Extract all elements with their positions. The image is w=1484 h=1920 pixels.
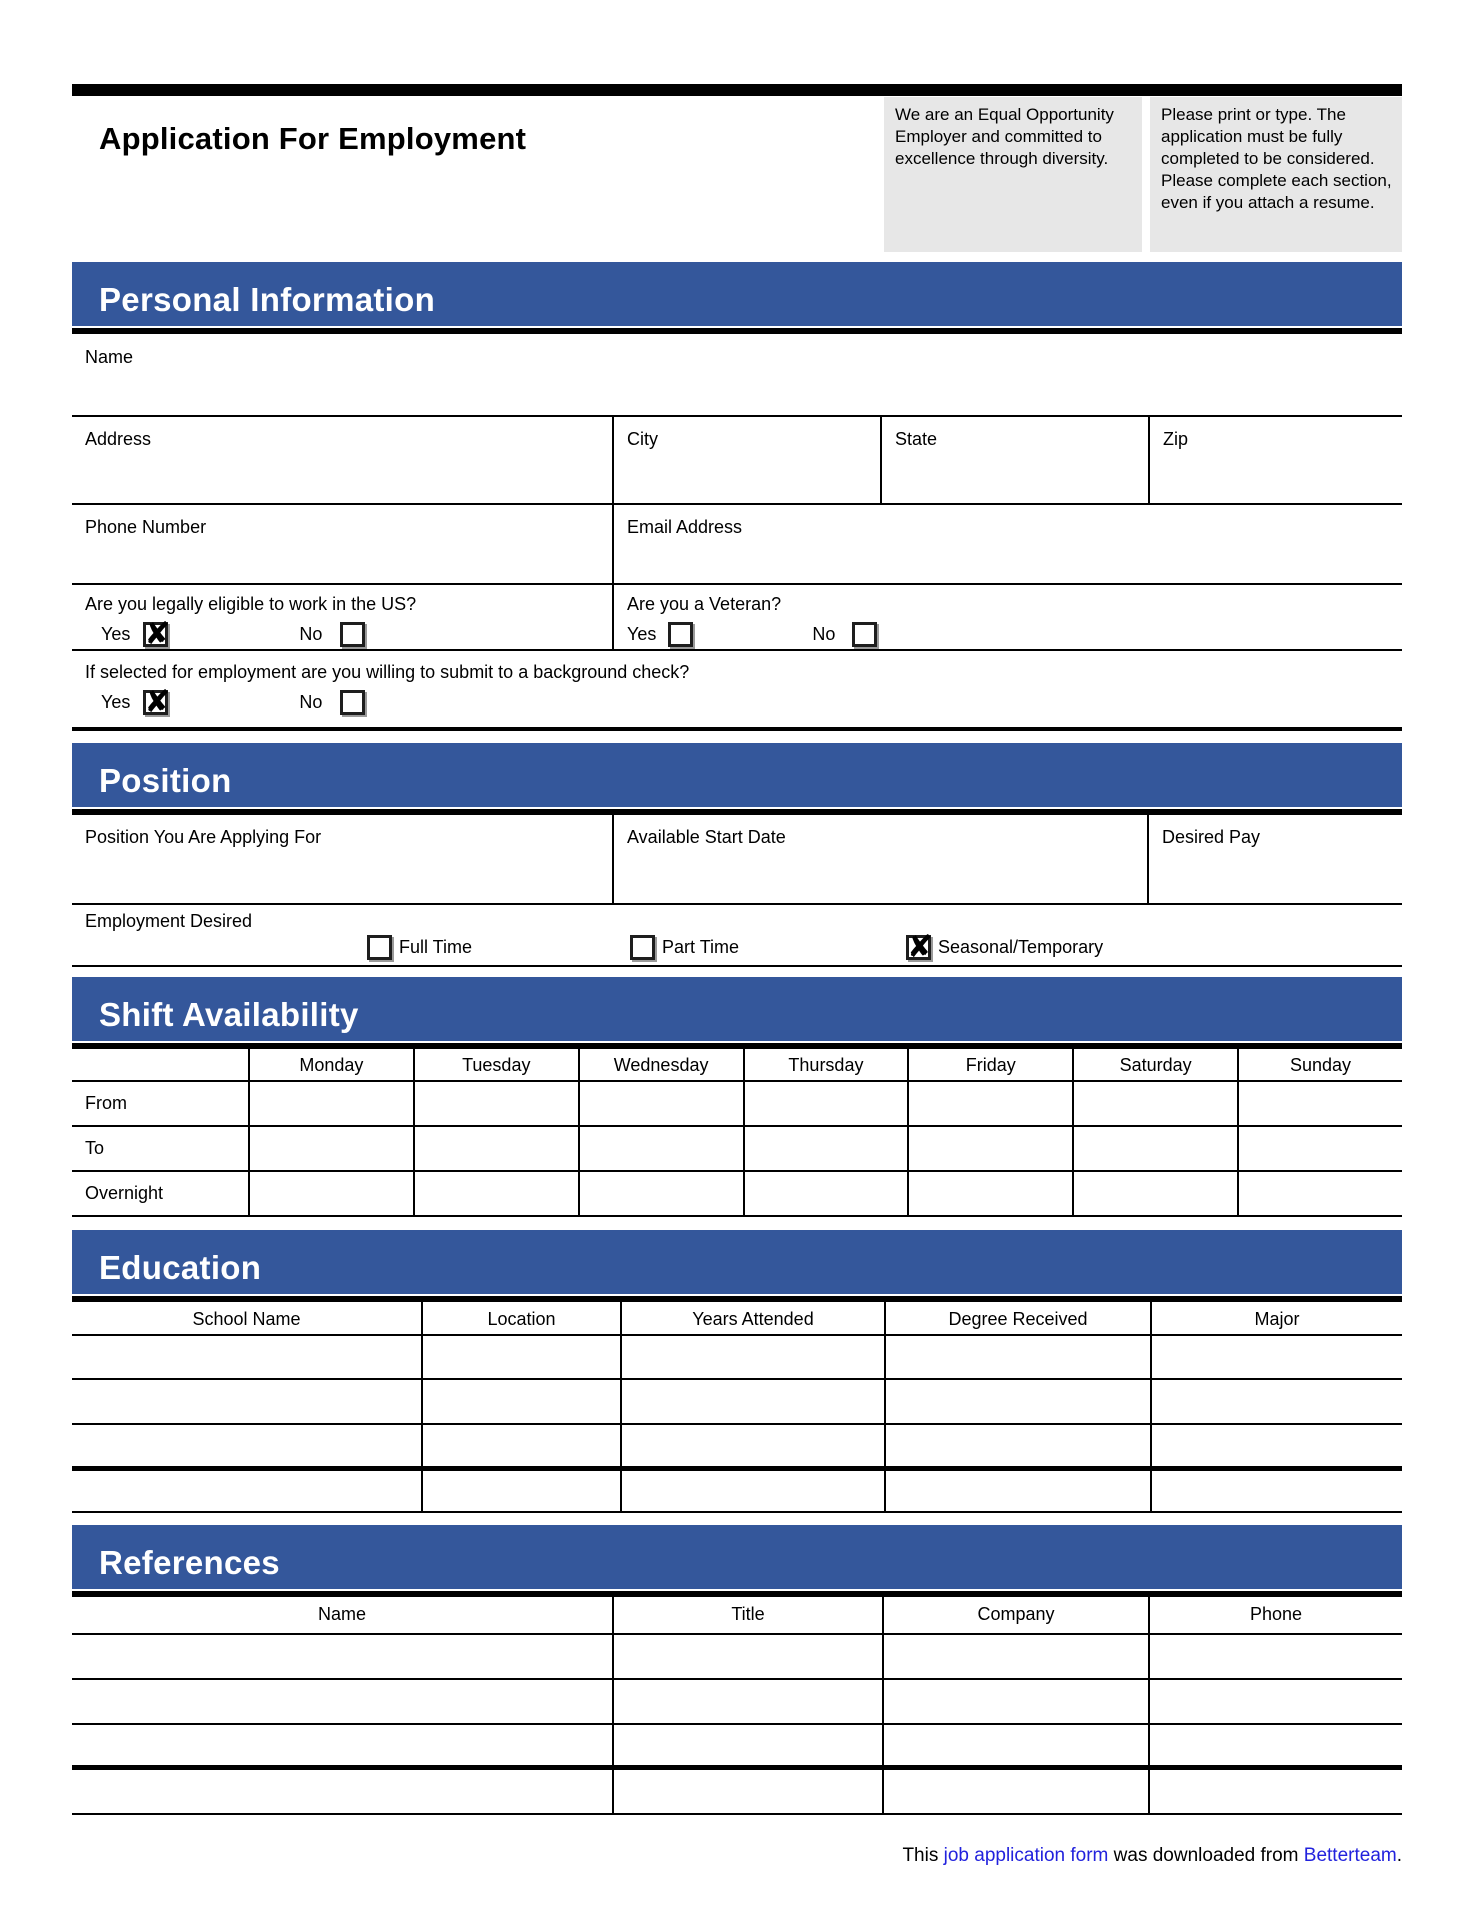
- education-row-3: [72, 1425, 1402, 1471]
- position-applying-label: Position You Are Applying For: [85, 827, 322, 847]
- veteran-yes-label: Yes: [627, 624, 657, 644]
- day-header-sunday: Sunday: [1237, 1049, 1402, 1080]
- education-school-cell[interactable]: [72, 1336, 421, 1378]
- seasonal-temporary-label: Seasonal/Temporary: [938, 937, 1104, 957]
- shift-availability-section-bar: [72, 977, 1402, 1041]
- shift-corner-cell: [72, 1049, 248, 1080]
- position-section-bar: [72, 743, 1402, 807]
- shift-availability-heading: Shift Availability: [99, 996, 359, 1033]
- shift-to-label: To: [85, 1138, 105, 1158]
- education-degree-cell[interactable]: [884, 1336, 1150, 1378]
- education-row-1: [72, 1336, 1402, 1380]
- shift-overnight-tuesday-cell[interactable]: [413, 1172, 578, 1215]
- position-applying-field[interactable]: [72, 815, 612, 903]
- references-row-1: [72, 1635, 1402, 1680]
- education-header-location: Location: [421, 1302, 620, 1334]
- background-question: If selected for employment are you willing to submit to a background check?: [85, 662, 690, 682]
- education-school-cell[interactable]: [72, 1380, 421, 1423]
- veteran-no-checkbox[interactable]: [852, 622, 877, 647]
- zip-label: Zip: [1163, 429, 1189, 449]
- veteran-no-label: No: [812, 624, 836, 644]
- shift-overnight-row: [72, 1172, 1402, 1217]
- shift-to-tuesday-cell[interactable]: [413, 1127, 578, 1170]
- name-field[interactable]: [72, 334, 1402, 415]
- day-header-wednesday: Wednesday: [578, 1049, 743, 1080]
- references-header-phone: Phone: [1148, 1597, 1402, 1633]
- background-answer-group: [101, 690, 1402, 715]
- shift-to-row: [72, 1127, 1402, 1172]
- footer-middle: was downloaded from: [1108, 1845, 1304, 1866]
- day-header-friday: Friday: [907, 1049, 1072, 1080]
- eligible-answer-group: [101, 622, 612, 647]
- shift-table-header: [72, 1049, 1402, 1082]
- title-cell: [72, 97, 872, 252]
- contact-row: [72, 505, 1402, 585]
- desired-pay-field[interactable]: [1147, 815, 1402, 903]
- education-table-header: [72, 1302, 1402, 1336]
- day-header-thursday: Thursday: [743, 1049, 908, 1080]
- employment-desired-row: [72, 905, 1402, 967]
- eligibility-row: [72, 585, 1402, 651]
- shift-from-monday-cell[interactable]: [248, 1082, 413, 1125]
- job-application-form-link[interactable]: job application form: [943, 1845, 1109, 1866]
- print-instructions-notice: Please print or type. The application must be fully completed to be considered. Please complete each section, even if you attach a resume.: [1150, 97, 1402, 252]
- start-date-field[interactable]: [612, 815, 1147, 903]
- reference-name-cell[interactable]: [72, 1770, 612, 1813]
- shift-overnight-wednesday-cell[interactable]: [578, 1172, 743, 1215]
- shift-overnight-friday-cell[interactable]: [907, 1172, 1072, 1215]
- shift-to-sunday-cell[interactable]: [1237, 1127, 1402, 1170]
- city-field[interactable]: [612, 417, 880, 503]
- employment-desired-label: Employment Desired: [85, 911, 253, 931]
- references-header-company: Company: [882, 1597, 1148, 1633]
- shift-overnight-saturday-cell[interactable]: [1072, 1172, 1237, 1215]
- references-row-4: [72, 1770, 1402, 1815]
- reference-title-cell[interactable]: [612, 1725, 882, 1765]
- education-years-cell[interactable]: [620, 1380, 884, 1423]
- shift-from-friday-cell[interactable]: [907, 1082, 1072, 1125]
- part-time-label: Part Time: [662, 937, 740, 957]
- full-time-label: Full Time: [399, 937, 473, 957]
- education-heading: Education: [99, 1249, 262, 1286]
- education-location-cell[interactable]: [421, 1425, 620, 1466]
- day-header-saturday: Saturday: [1072, 1049, 1237, 1080]
- education-row-4: [72, 1471, 1402, 1513]
- shift-from-row: [72, 1082, 1402, 1127]
- education-header-major: Major: [1150, 1302, 1402, 1334]
- shift-from-tuesday-cell[interactable]: [413, 1082, 578, 1125]
- application-form-page: [72, 0, 1402, 1867]
- top-black-bar: [72, 84, 1402, 96]
- education-section-bar: [72, 1230, 1402, 1294]
- eligibility-question-cell: [72, 585, 612, 649]
- part-time-checkbox[interactable]: [630, 935, 655, 960]
- shift-from-saturday-cell[interactable]: [1072, 1082, 1237, 1125]
- education-location-cell[interactable]: [421, 1336, 620, 1378]
- reference-phone-cell[interactable]: [1148, 1680, 1402, 1723]
- reference-name-cell[interactable]: [72, 1680, 612, 1723]
- eligible-yes-checkbox[interactable]: [143, 622, 168, 647]
- veteran-question-cell: [612, 585, 1402, 649]
- references-header-title: Title: [612, 1597, 882, 1633]
- page-title: Application For Employment: [99, 121, 527, 156]
- position-heading: Position: [99, 762, 232, 799]
- shift-overnight-thursday-cell[interactable]: [743, 1172, 908, 1215]
- shift-from-thursday-cell[interactable]: [743, 1082, 908, 1125]
- shift-overnight-label: Overnight: [85, 1183, 164, 1203]
- reference-name-cell[interactable]: [72, 1725, 612, 1765]
- zip-field[interactable]: [1148, 417, 1402, 503]
- desired-pay-label: Desired Pay: [1162, 827, 1261, 847]
- phone-label: Phone Number: [85, 517, 207, 537]
- references-row-2: [72, 1680, 1402, 1725]
- eligible-no-label: No: [299, 624, 323, 644]
- part-time-option: [630, 935, 739, 960]
- betterteam-link[interactable]: Betterteam: [1303, 1845, 1397, 1866]
- footer-suffix: .: [1396, 1845, 1402, 1866]
- reference-title-cell[interactable]: [612, 1680, 882, 1723]
- education-school-cell[interactable]: [72, 1471, 421, 1511]
- eligible-yes-label: Yes: [101, 624, 131, 644]
- reference-phone-cell[interactable]: [1148, 1725, 1402, 1765]
- references-header-name: Name: [317, 1604, 366, 1624]
- reference-company-cell[interactable]: [882, 1770, 1148, 1813]
- reference-company-cell[interactable]: [882, 1635, 1148, 1678]
- shift-to-friday-cell[interactable]: [907, 1127, 1072, 1170]
- reference-company-cell[interactable]: [882, 1680, 1148, 1723]
- veteran-answer-group: [627, 622, 1402, 647]
- address-row: [72, 415, 1402, 505]
- education-school-cell[interactable]: [72, 1425, 421, 1466]
- full-time-checkbox[interactable]: [367, 935, 392, 960]
- education-location-cell[interactable]: [421, 1471, 620, 1511]
- seasonal-temporary-option: [906, 935, 1103, 960]
- veteran-yes-checkbox[interactable]: [668, 622, 693, 647]
- email-field[interactable]: [612, 505, 1402, 583]
- education-years-cell[interactable]: [620, 1425, 884, 1466]
- background-no-label: No: [299, 692, 323, 712]
- education-header-degree-received: Degree Received: [884, 1302, 1150, 1334]
- eligible-question: Are you legally eligible to work in the US?: [85, 594, 417, 614]
- shift-to-saturday-cell[interactable]: [1072, 1127, 1237, 1170]
- education-row-2: [72, 1380, 1402, 1425]
- reference-name-cell[interactable]: [72, 1635, 612, 1678]
- address-field[interactable]: [72, 417, 612, 503]
- shift-to-monday-cell[interactable]: [248, 1127, 413, 1170]
- full-time-option: [367, 935, 472, 960]
- education-major-cell[interactable]: [1150, 1425, 1402, 1466]
- references-row-3: [72, 1725, 1402, 1770]
- education-degree-cell[interactable]: [884, 1471, 1150, 1511]
- day-header-monday: Monday: [248, 1049, 413, 1080]
- education-header-years-attended: Years Attended: [620, 1302, 884, 1334]
- shift-to-thursday-cell[interactable]: [743, 1127, 908, 1170]
- education-header-school-name: School Name: [192, 1309, 301, 1329]
- education-degree-cell[interactable]: [884, 1380, 1150, 1423]
- shift-from-sunday-cell[interactable]: [1237, 1082, 1402, 1125]
- shift-to-wednesday-cell[interactable]: [578, 1127, 743, 1170]
- address-label: Address: [85, 429, 152, 449]
- references-heading: References: [99, 1544, 280, 1581]
- education-major-cell[interactable]: [1150, 1471, 1402, 1511]
- reference-title-cell[interactable]: [612, 1770, 882, 1813]
- start-date-label: Available Start Date: [627, 827, 786, 847]
- references-table-header: [72, 1597, 1402, 1635]
- background-no-checkbox[interactable]: [340, 690, 365, 715]
- shift-overnight-monday-cell[interactable]: [248, 1172, 413, 1215]
- day-header-tuesday: Tuesday: [413, 1049, 578, 1080]
- name-label: Name: [85, 347, 134, 367]
- equal-opportunity-notice: We are an Equal Opportunity Employer and committed to excellence through diversity.: [884, 97, 1142, 252]
- reference-phone-cell[interactable]: [1148, 1635, 1402, 1678]
- veteran-question: Are you a Veteran?: [627, 594, 782, 614]
- references-section-bar: [72, 1525, 1402, 1589]
- education-degree-cell[interactable]: [884, 1425, 1150, 1466]
- background-check-row: [72, 651, 1402, 731]
- education-years-cell[interactable]: [620, 1336, 884, 1378]
- reference-phone-cell[interactable]: [1148, 1770, 1402, 1813]
- phone-field[interactable]: [72, 505, 612, 583]
- shift-from-wednesday-cell[interactable]: [578, 1082, 743, 1125]
- education-location-cell[interactable]: [421, 1380, 620, 1423]
- shift-from-label: From: [85, 1093, 127, 1113]
- form-header: [72, 97, 1402, 252]
- background-yes-label: Yes: [101, 692, 131, 712]
- seasonal-temporary-checkbox[interactable]: [906, 935, 931, 960]
- personal-information-heading: Personal Information: [99, 281, 436, 318]
- personal-information-section-bar: [72, 262, 1402, 326]
- email-label: Email Address: [627, 517, 743, 537]
- city-label: City: [627, 429, 658, 449]
- footer-attribution: [72, 1845, 1402, 1867]
- education-major-cell[interactable]: [1150, 1380, 1402, 1423]
- education-years-cell[interactable]: [620, 1471, 884, 1511]
- position-row: [72, 815, 1402, 905]
- eligible-no-checkbox[interactable]: [340, 622, 365, 647]
- shift-overnight-sunday-cell[interactable]: [1237, 1172, 1402, 1215]
- reference-title-cell[interactable]: [612, 1635, 882, 1678]
- state-label: State: [895, 429, 938, 449]
- education-major-cell[interactable]: [1150, 1336, 1402, 1378]
- reference-company-cell[interactable]: [882, 1725, 1148, 1765]
- state-field[interactable]: [880, 417, 1148, 503]
- background-yes-checkbox[interactable]: [143, 690, 168, 715]
- footer-prefix: This: [902, 1845, 944, 1866]
